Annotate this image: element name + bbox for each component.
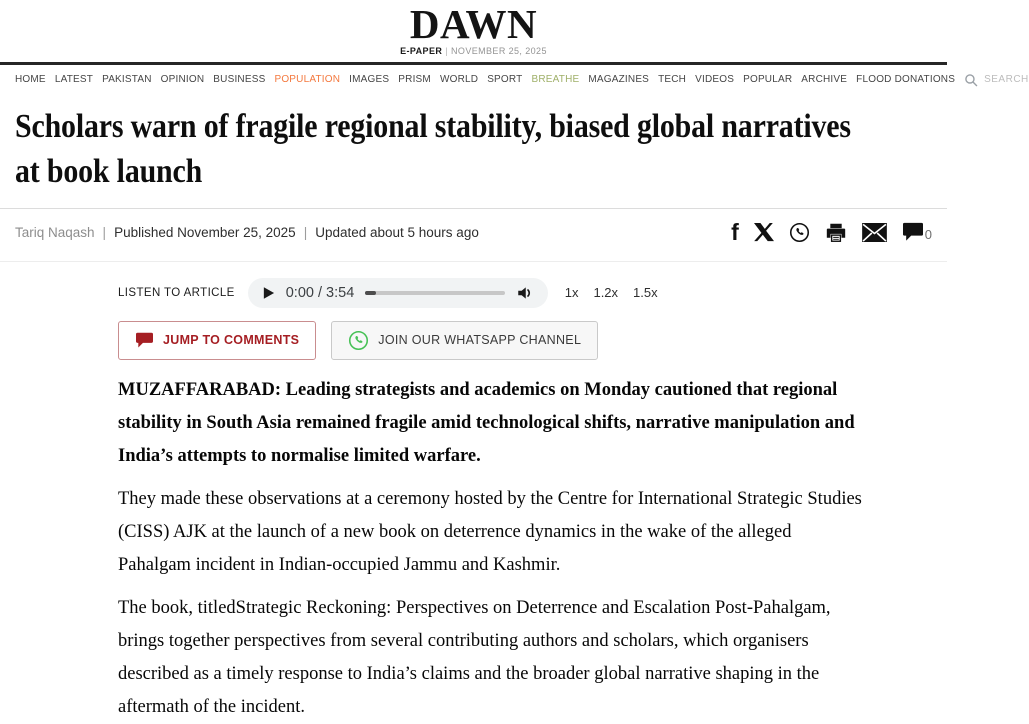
- nav-item[interactable]: MAGAZINES: [588, 74, 650, 86]
- search-icon: [964, 73, 978, 87]
- whatsapp-channel-button[interactable]: [331, 321, 598, 360]
- audio-progress-handle[interactable]: [365, 291, 376, 295]
- facebook-share-button[interactable]: [731, 219, 739, 246]
- dawn-logo[interactable]: DAWN: [409, 1, 538, 47]
- volume-button[interactable]: [516, 284, 534, 302]
- epaper-label: E-PAPER: [400, 45, 443, 56]
- comment-count: 0: [924, 227, 932, 243]
- primary-nav: [0, 65, 1029, 96]
- nav-item[interactable]: LATEST: [54, 74, 94, 86]
- comments-button[interactable]: [902, 222, 932, 242]
- nav-item[interactable]: HOME: [15, 74, 46, 86]
- play-button[interactable]: [262, 286, 275, 300]
- nav-item[interactable]: FLOOD DONATIONS: [856, 74, 956, 86]
- audio-progress-bar[interactable]: [365, 291, 504, 295]
- cta-row: [118, 321, 863, 360]
- paragraphs: [118, 374, 863, 724]
- nav-item[interactable]: PRISM: [398, 74, 431, 86]
- nav-item[interactable]: PAKISTAN: [102, 74, 152, 86]
- article-title: [15, 104, 851, 194]
- audio-time: 0:00 / 3:54: [285, 284, 355, 301]
- nav-item[interactable]: BUSINESS: [213, 74, 266, 86]
- author-link[interactable]: Tariq Naqash: [15, 224, 95, 240]
- search[interactable]: [964, 73, 1029, 87]
- whatsapp-share-button[interactable]: [789, 222, 810, 243]
- play-icon: [262, 286, 275, 300]
- whatsapp-channel-label: JOIN OUR WHATSAPP CHANNEL: [378, 333, 582, 348]
- whatsapp-icon: [789, 222, 810, 243]
- audio-player: [248, 278, 548, 308]
- x-share-button[interactable]: [754, 222, 774, 242]
- epaper-date: NOVEMBER 25, 2025: [451, 45, 547, 56]
- byline-separator: |: [102, 224, 107, 240]
- facebook-icon: f: [731, 219, 739, 246]
- email-icon: [862, 223, 887, 242]
- share-toolbar: [731, 219, 932, 246]
- nav-item[interactable]: IMAGES: [349, 74, 390, 86]
- article-body: [118, 278, 863, 724]
- article-paragraph: The book, titledStrategic Reckoning: Perspectives on Deterrence and Escalation Post-Pahalgam, brings together perspectives from several contributing authors and scholars, which organisers described as a timely response to India’s claims and the broader global narrative shaping in the aftermath of the incident.: [118, 597, 831, 717]
- byline-separator: |: [303, 224, 308, 240]
- x-icon: [754, 222, 774, 242]
- comments-icon: [902, 222, 924, 242]
- jump-to-comments-label: JUMP TO COMMENTS: [163, 333, 300, 348]
- print-icon: [825, 222, 847, 243]
- whatsapp-channel-icon: [348, 330, 369, 351]
- nav-item[interactable]: POPULAR: [743, 74, 793, 86]
- byline-divider: [0, 261, 947, 262]
- nav-item[interactable]: BREATHE: [531, 74, 580, 86]
- jump-to-comments-button[interactable]: [118, 321, 316, 360]
- speed-option[interactable]: 1.5x: [633, 285, 658, 301]
- article-title-line: Scholars warn of fragile regional stability, biased global narratives: [15, 107, 851, 145]
- nav-item[interactable]: TECH: [658, 74, 687, 86]
- search-label: SEARCH: [984, 74, 1029, 86]
- site-header: [0, 0, 947, 56]
- listen-row: [118, 278, 863, 308]
- listen-label: LISTEN TO ARTICLE: [118, 286, 235, 299]
- nav-item[interactable]: ARCHIVE: [801, 74, 848, 86]
- playback-speeds: [565, 285, 658, 300]
- nav-item[interactable]: POPULATION: [274, 74, 341, 86]
- speed-option[interactable]: 1.2x: [593, 285, 619, 301]
- epaper-separator: |: [445, 45, 449, 56]
- article-title-line: at book launch: [15, 152, 203, 190]
- article-paragraph: They made these observations at a ceremony hosted by the Centre for International Strategic Studies (CISS) AJK at the launch of a new book on deterrence dynamics in the wake of the alleged Pahalgam incident in Indian-occupied Jammu and Kashmir.: [118, 488, 862, 575]
- byline: [15, 225, 479, 240]
- nav-item[interactable]: WORLD: [439, 74, 479, 86]
- comment-bubble-icon: [135, 332, 154, 349]
- article-paragraph: MUZAFFARABAD: Leading strategists and academics on Monday cautioned that regional stability in South Asia remained fragile amid technological shifts, narrative manipulation and India’s attempts to normalise limited warfare.: [118, 379, 855, 466]
- updated-date: Updated about 5 hours ago: [315, 224, 479, 240]
- published-date: Published November 25, 2025: [114, 224, 296, 240]
- email-share-button[interactable]: [862, 223, 887, 242]
- speed-option[interactable]: 1x: [564, 285, 579, 301]
- epaper-link[interactable]: [0, 46, 947, 56]
- nav-item[interactable]: VIDEOS: [695, 74, 735, 86]
- volume-icon: [516, 284, 534, 302]
- print-button[interactable]: [825, 222, 847, 243]
- nav-item[interactable]: SPORT: [487, 74, 523, 86]
- nav-item[interactable]: OPINION: [160, 74, 205, 86]
- byline-bar: [0, 208, 947, 261]
